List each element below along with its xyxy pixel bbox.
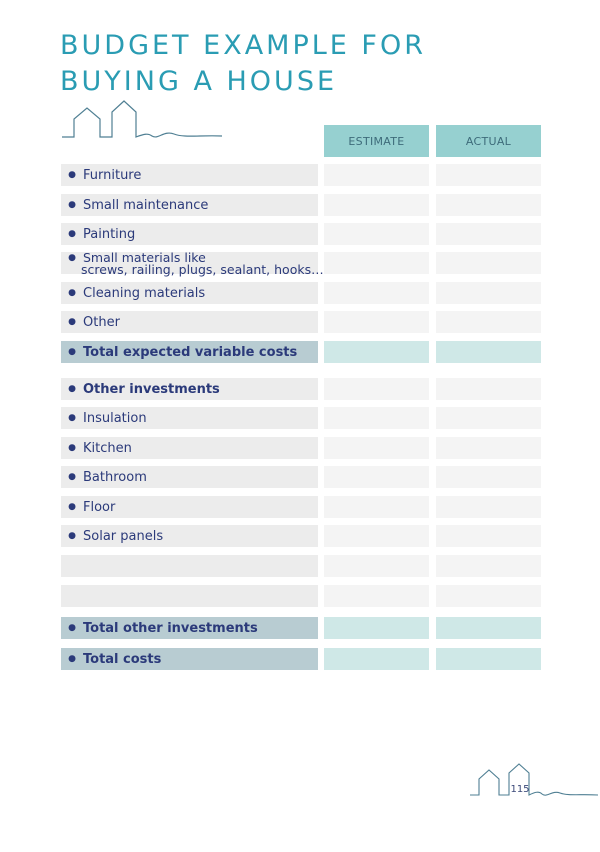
row-label [61,311,318,333]
actual-cell[interactable] [436,407,541,429]
table-row [0,525,600,547]
actual-cell[interactable] [436,252,541,274]
actual-cell[interactable] [436,617,541,639]
estimate-cell[interactable] [324,437,429,459]
row-label [61,282,318,304]
estimate-cell[interactable] [324,648,429,670]
table-row [0,194,600,216]
actual-cell[interactable] [436,282,541,304]
actual-cell[interactable] [436,555,541,577]
row-label [61,223,318,245]
table-row [0,282,600,304]
row-label-text: Total other investments [83,620,258,636]
actual-cell[interactable] [436,194,541,216]
row-label [61,648,318,670]
column-header-actual: ACTUAL [436,125,541,157]
total-row [0,617,600,639]
empty-row [0,555,600,577]
bullet: ● [68,502,76,512]
bullet: ● [68,623,76,633]
bullet: ● [68,413,76,423]
title-line-2: BUYING A HOUSE [60,66,338,97]
estimate-cell[interactable] [324,378,429,400]
table-row [0,311,600,333]
bullet: ● [68,229,76,239]
houses-line-footer-icon [468,760,600,802]
table-row [0,496,600,518]
row-label-text: Small maintenance [83,197,209,213]
estimate-cell[interactable] [324,525,429,547]
row-label-text: Other [83,314,120,330]
estimate-cell[interactable] [324,282,429,304]
actual-cell[interactable] [436,378,541,400]
row-label-text: Floor [83,499,116,515]
empty-row [0,585,600,607]
row-label-text: Kitchen [83,440,132,456]
row-label-text: Furniture [83,167,142,183]
row-label [61,378,318,400]
row-label [61,437,318,459]
houses-line-icon [60,96,230,142]
estimate-cell[interactable] [324,617,429,639]
actual-cell[interactable] [436,223,541,245]
page-title [60,28,426,100]
row-label [61,617,318,639]
actual-cell[interactable] [436,466,541,488]
table-row [0,437,600,459]
estimate-cell[interactable] [324,585,429,607]
section-row [0,378,600,400]
estimate-cell[interactable] [324,466,429,488]
estimate-cell[interactable] [324,164,429,186]
actual-cell[interactable] [436,311,541,333]
bullet: ● [68,443,76,453]
row-label-text: Cleaning materials [83,285,206,301]
row-label [61,496,318,518]
actual-cell[interactable] [436,496,541,518]
row-label-text: Painting [83,226,136,242]
table-row [0,250,600,277]
row-label [61,164,318,186]
bullet: ● [68,384,76,394]
row-label-text: Bathroom [83,469,147,485]
actual-cell[interactable] [436,525,541,547]
actual-cell[interactable] [436,437,541,459]
estimate-cell[interactable] [324,496,429,518]
row-label [61,466,318,488]
estimate-cell[interactable] [324,194,429,216]
row-label-text [83,252,324,276]
row-label-text: Solar panels [83,528,164,544]
row-label-line-1: Small materials like [83,250,206,265]
row-label [61,250,324,277]
estimate-cell[interactable] [324,407,429,429]
bullet: ● [68,317,76,327]
title-line-1: BUDGET EXAMPLE FOR [60,30,426,61]
row-label [61,194,318,216]
table-row [0,466,600,488]
estimate-cell[interactable] [324,341,429,363]
estimate-cell[interactable] [324,311,429,333]
bullet: ● [68,472,76,482]
table-row [0,223,600,245]
page-number: 115 [510,784,530,795]
table-row [0,164,600,186]
row-label [61,407,318,429]
estimate-cell[interactable] [324,252,429,274]
row-label-text: Insulation [83,410,147,426]
total-row [0,648,600,670]
row-label-text: Total expected variable costs [83,344,298,360]
column-header-estimate: ESTIMATE [324,125,429,157]
estimate-cell[interactable] [324,223,429,245]
bullet: ● [68,200,76,210]
actual-cell[interactable] [436,341,541,363]
actual-cell[interactable] [436,164,541,186]
total-row [0,341,600,363]
actual-cell[interactable] [436,585,541,607]
row-label [61,525,318,547]
bullet: ● [68,531,76,541]
row-label-empty[interactable] [61,555,318,577]
bullet: ● [68,170,76,180]
bullet: ● [68,253,76,263]
row-label-empty[interactable] [61,585,318,607]
actual-cell[interactable] [436,648,541,670]
row-label [61,341,318,363]
estimate-cell[interactable] [324,555,429,577]
bullet: ● [68,347,76,357]
bullet: ● [68,654,76,664]
bullet: ● [68,288,76,298]
row-label-text: Other investments [83,381,220,397]
table-row [0,407,600,429]
row-label-line-2: screws, railing, plugs, sealant, hooks… [81,262,324,277]
row-label-text: Total costs [83,651,162,667]
